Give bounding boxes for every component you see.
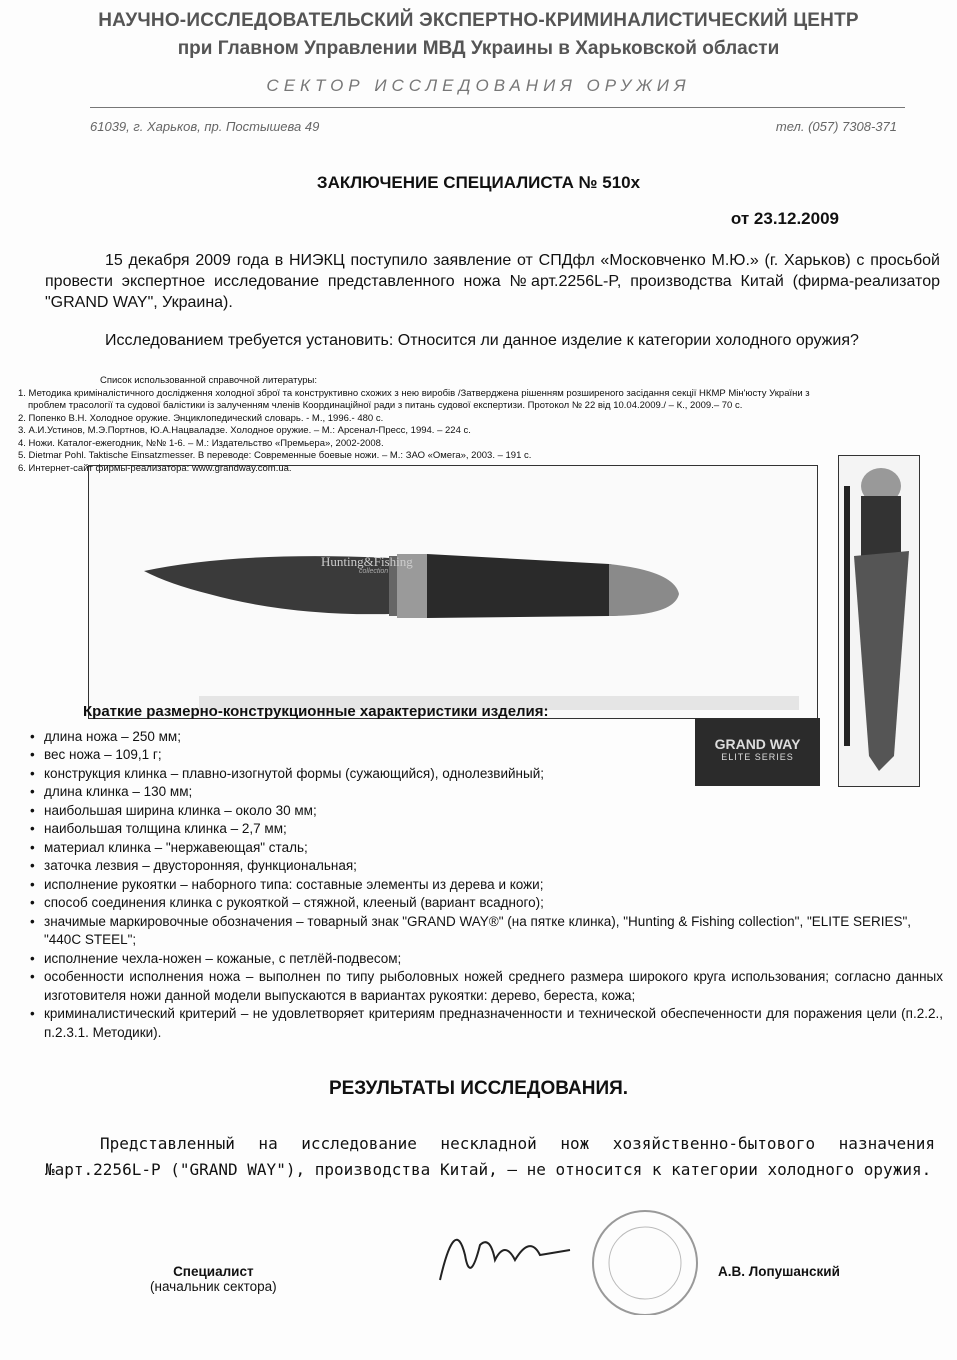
results-conclusion: Представленный на исследование нескладной нож хозяйственно-бытового назначения №арт.2256L-P ("GRAND WAY"), производства Китай, – не относится к категории холодного оружия. — [45, 1134, 935, 1179]
signature-and-stamp — [420, 1205, 740, 1315]
characteristic-item: • наибольшая толщина клинка – 2,7 мм; — [28, 820, 943, 839]
characteristic-item: • исполнение рукоятки – наборного типа: составные элементы из дерева и кожи; — [28, 876, 943, 895]
characteristics-list — [28, 703, 943, 1042]
literature-list — [18, 375, 948, 475]
role-subtitle: (начальник сектора) — [150, 1279, 277, 1294]
document-date: от 23.12.2009 — [730, 209, 839, 228]
characteristic-item: • вес ножа – 109,1 г; — [28, 746, 694, 765]
sector-name: СЕКТОР ИССЛЕДОВАНИЯ ОРУЖИЯ — [266, 76, 691, 95]
document-title: ЗАКЛЮЧЕНИЕ СПЕЦИАЛИСТА № 510х — [316, 173, 641, 192]
knife-image — [89, 466, 817, 718]
results-heading: РЕЗУЛЬТАТЫ ИССЛЕДОВАНИЯ. — [328, 1078, 629, 1099]
characteristic-item: • исполнение чехла-ножен – кожаные, с петлёй-подвесом; — [28, 950, 943, 969]
literature-item: 3. А.И.Устинов, М.Э.Портнов, Ю.А.Нацваладзе. Холодное оружие. – М.: Арсенал-Пресс, 1994. – 224 с. — [18, 425, 471, 436]
characteristic-item: • криминалистический критерий – не удовлетворяет критериям предназначенности и технической обеспеченности для поражения цели (п.2.2., п.2.3.1. Методики). — [28, 1005, 943, 1042]
characteristic-item: • материал клинка – "нержавеющая" сталь; — [28, 839, 943, 858]
characteristic-item: • особенности исполнения ножа – выполнен по типу рыболовных ножей среднего размера широкого круга использования; согласно данных изготовителя ножи данной модели выпускаются в вариантах рукоятки: дерево, береста, кожа; — [28, 968, 943, 1005]
characteristics-heading: Краткие размерно-конструкционные характеристики изделия: — [83, 703, 549, 720]
org-name: НАУЧНО-ИССЛЕДОВАТЕЛЬСКИЙ ЭКСПЕРТНО-КРИМИНАЛИСТИЧЕСКИЙ ЦЕНТР — [98, 10, 859, 31]
literature-heading: Список использованной справочной литературы: — [100, 375, 317, 386]
literature-item: 2. Попенко В.Н. Холодное оружие. Энциклопедический словарь. - М., 1996.- 480 с. — [18, 412, 384, 424]
role-title: Специалист — [173, 1264, 254, 1279]
logo-sub: ELITE SERIES — [721, 752, 794, 762]
address: 61039, г. Харьков, пр. Постышева 49 — [90, 119, 320, 134]
blade-marking: Hunting&Fishing — [321, 554, 413, 569]
knife-photo — [88, 465, 818, 719]
characteristic-item: • заточка лезвия – двусторонняя, функциональная; — [28, 857, 943, 876]
literature-item: 5. Dietmar Pohl. Taktische Einsatzmesser. В переводе: Современные боевые ножи. – М.: ЗАО «Омега», 2003. – 191 с. — [18, 450, 532, 461]
signatory-role — [150, 1264, 277, 1294]
characteristic-item: • значимые маркировочные обозначения – товарный знак "GRAND WAY®" (на пятке клинка), "Hunting & Fishing collection", "ELITE SERIES", "440C STEEL"; — [28, 913, 943, 950]
characteristic-item: • способ соединения клинка с рукояткой – стяжной, клееный (вариант всадного); — [28, 894, 943, 913]
literature-item: проблем трасології та судової балістики із залученням членів Координаційної ради з питань судової експертизи. Протокол № 22 від 10.04.2009./ – К., 2009.– 70 с. — [28, 400, 743, 411]
blade-marking-sub: collection — [359, 568, 389, 575]
characteristic-item: • длина клинка – 130 мм; — [28, 783, 943, 802]
literature-item: 1. Методика криміналістичного дослідження холодної зброї та конструктивно схожих з нею виробів /Затверджена рішенням розширеного засідання секції НКМР Мін'юсту України з — [18, 387, 810, 399]
characteristic-item: • длина ножа – 250 мм; — [28, 728, 694, 747]
characteristic-item: • наибольшая ширина клинка – около 30 мм; — [28, 802, 943, 821]
logo-text: GRAND WAY — [714, 736, 801, 752]
literature-item: 4. Ножи. Каталог-ежегодник, №№ 1-6. – М.: Издательство «Премьера», 2002-2008. — [18, 437, 384, 449]
phone: тел. (057) 7308-371 — [775, 119, 897, 134]
question-paragraph: Исследованием требуется установить: Относится ли данное изделие к категории холодного оружия? — [105, 332, 859, 349]
header-divider — [90, 107, 905, 108]
characteristic-item: • конструкция клинка – плавно-изогнутой формы (сужающийся), однолезвийный; — [28, 765, 943, 784]
org-subtitle: при Главном Управлении МВД Украины в Харьковской области — [177, 38, 780, 59]
signatory-name: А.В. Лопушанский — [718, 1264, 840, 1279]
literature-item: 6. Интернет-сайт фирмы-реализатора: www.grandway.com.ua. — [18, 462, 292, 474]
intro-paragraph: 15 декабря 2009 года в НИЭКЦ поступило заявление от СПДфл «Московченко М.Ю.» (г. Харьков) с просьбой провести экспертное исследование представленного ножа №арт.2256L-P, производства Китай (фирма-реализатор "GRAND WAY", Украина). — [45, 252, 940, 311]
